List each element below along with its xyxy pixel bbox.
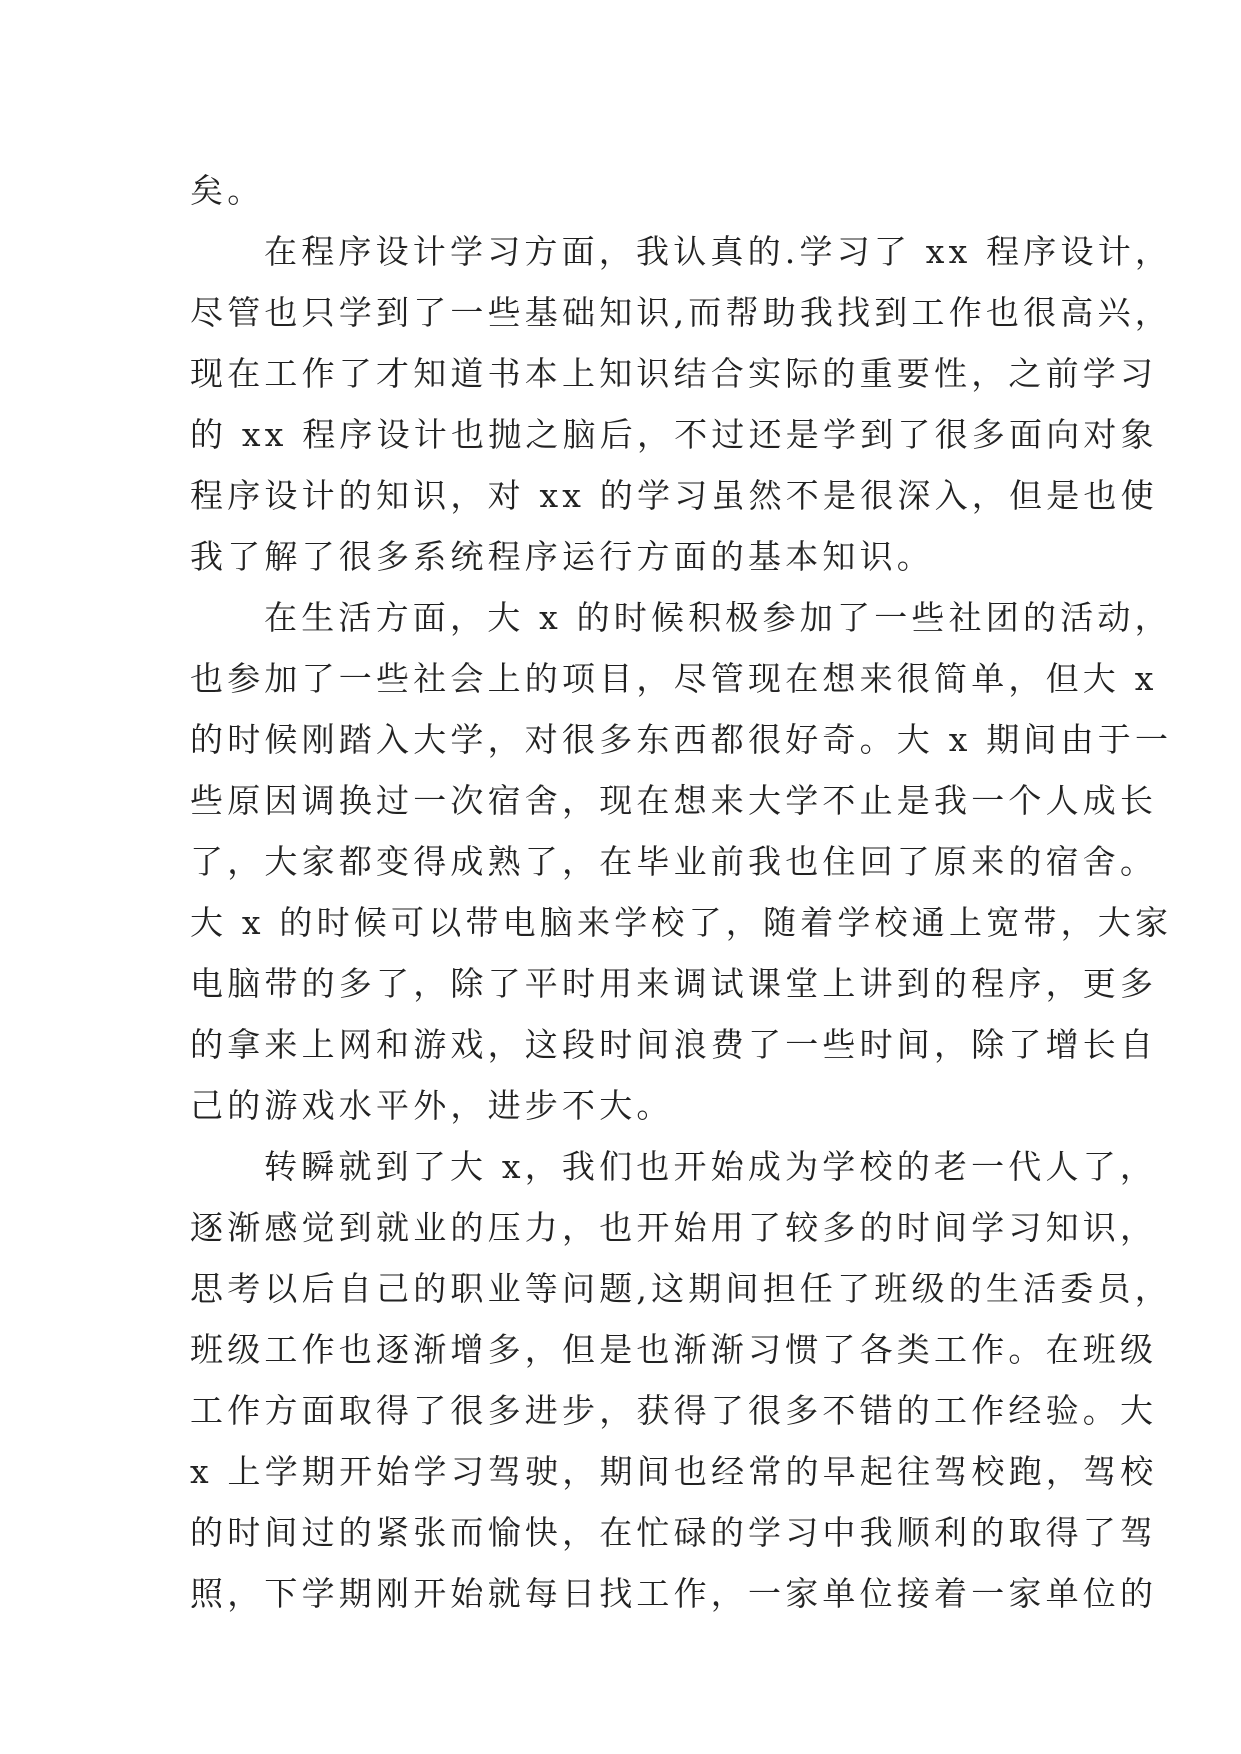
text-line: 现在工作了才知道书本上知识结合实际的重要性，之前学习 bbox=[190, 354, 1158, 393]
text-line: 己的游戏水平外，进步不大。 bbox=[190, 1086, 674, 1125]
text-line: 在生活方面，大 x 的时候积极参加了一些社团的活动， bbox=[264, 598, 1172, 637]
text-line: 班级工作也逐渐增多，但是也渐渐习惯了各类工作。在班级 bbox=[190, 1330, 1158, 1369]
text-line: 矣。 bbox=[190, 171, 265, 210]
text-line: 了，大家都变得成熟了，在毕业前我也住回了原来的宿舍。 bbox=[190, 842, 1158, 881]
text-line: 电脑带的多了，除了平时用来调试课堂上讲到的程序，更多 bbox=[190, 964, 1158, 1003]
text-line: 的拿来上网和游戏，这段时间浪费了一些时间，除了增长自 bbox=[190, 1025, 1158, 1064]
text-line: 思考以后自己的职业等问题,这期间担任了班级的生活委员， bbox=[190, 1269, 1172, 1308]
text-line: 程序设计的知识，对 xx 的学习虽然不是很深入，但是也使 bbox=[190, 476, 1158, 515]
text-line: x 上学期开始学习驾驶，期间也经常的早起往驾校跑，驾校 bbox=[190, 1452, 1158, 1491]
text-line: 的 xx 程序设计也抛之脑后，不过还是学到了很多面向对象 bbox=[190, 415, 1158, 454]
text-line: 大 x 的时候可以带电脑来学校了，随着学校通上宽带，大家 bbox=[190, 903, 1173, 942]
text-line: 尽管也只学到了一些基础知识,而帮助我找到工作也很高兴， bbox=[190, 293, 1172, 332]
text-line: 我了解了很多系统程序运行方面的基本知识。 bbox=[190, 537, 934, 576]
text-line: 照，下学期刚开始就每日找工作，一家单位接着一家单位的 bbox=[190, 1574, 1158, 1613]
text-line: 转瞬就到了大 x，我们也开始成为学校的老一代人了， bbox=[264, 1147, 1158, 1186]
text-line: 也参加了一些社会上的项目，尽管现在想来很简单，但大 x bbox=[190, 659, 1158, 698]
text-line: 的时间过的紧张而愉快，在忙碌的学习中我顺利的取得了驾 bbox=[190, 1513, 1158, 1552]
text-line: 在程序设计学习方面，我认真的.学习了 xx 程序设计， bbox=[264, 232, 1173, 271]
text-line: 些原因调换过一次宿舍，现在想来大学不止是我一个人成长 bbox=[190, 781, 1158, 820]
text-line: 工作方面取得了很多进步，获得了很多不错的工作经验。大 bbox=[190, 1391, 1158, 1430]
document-body bbox=[190, 160, 1173, 1624]
text-line: 的时候刚踏入大学，对很多东西都很好奇。大 x 期间由于一 bbox=[190, 720, 1173, 759]
text-line: 逐渐感觉到就业的压力，也开始用了较多的时间学习知识， bbox=[190, 1208, 1158, 1247]
